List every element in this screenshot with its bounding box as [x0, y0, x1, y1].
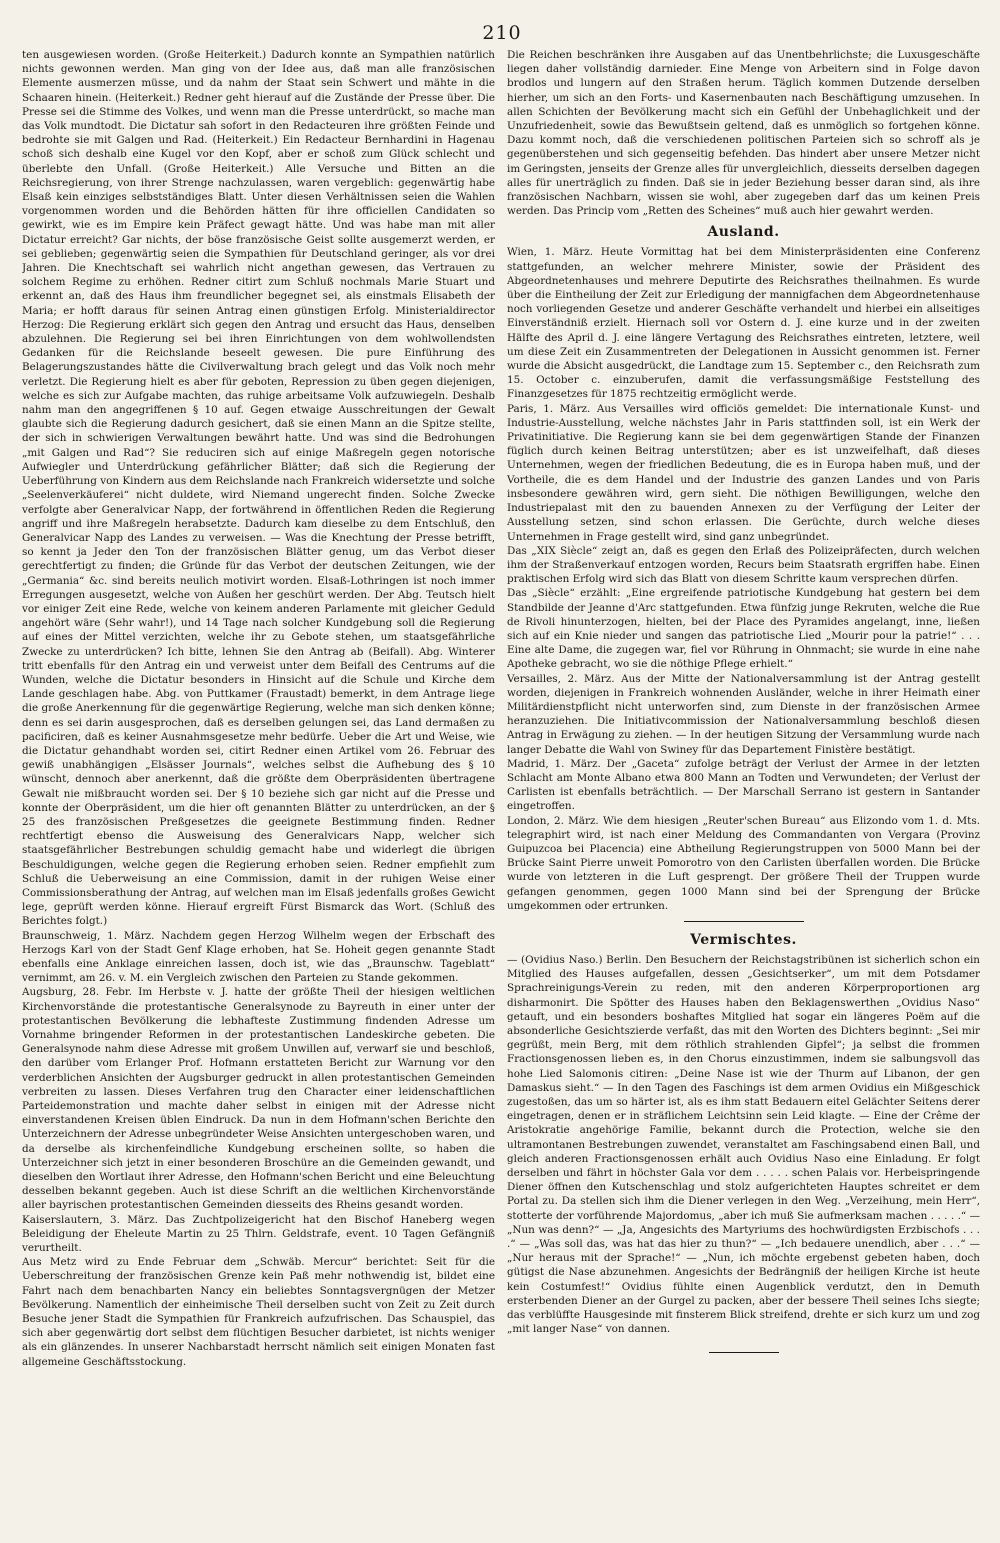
article-paragraph: Braunschweig, 1. März. Nachdem gegen Herzog Wilhelm wegen der Erbschaft des Herzogs Karl von der Stadt Genf Klage erhoben, hat Se. Hoheit gegen genannte Stadt ebenfalls eine Anklage einreichen lassen, doch ist, wie das „Braunschw. Tageblatt“ vernimmt, am 26. v. M. ein Vergleich zwischen den Parteien zu Stande gekommen. — [22, 929, 495, 985]
news-item: Madrid, 1. März. Der „Gaceta“ zufolge beträgt der Verlust der Armee in der letzten Schlacht am Monte Albano etwa 800 Mann an Todten und Verwundeten; der Verlust der Carlisten ist ebenfalls beträchtlich. — Der Marschall Serrano ist gestern in Santander eingetroffen. — [507, 757, 980, 813]
news-item: Paris, 1. März. Aus Versailles wird officiös gemeldet: Die internationale Kunst- und Industrie-Ausstellung, welche nächstes Jahr in Paris stattfinden soll, ist ein Werk der Privatinitiative. Die Regierung kann sie bei dem gegenwärtigen Stande der Finanzen füglich durch keinen Beitrag unterstützen; aber es ist unzweifelhaft, daß dieses Unternehmen, wegen der friedlichen Bedeutung, die es in Europa haben muß, und der Vortheile, die es dem Handel und der Industrie des ganzen Landes und von Paris insbesondere gewähren wird, gern sieht. Die nöthigen Bewilligungen, welche den Industriepalast mit den zu bauenden Annexen zu der Verfügung der Leiter der Ausstellung setzen, sind schon erlassen. Die Gerüchte, durch welche dieses Unternehmen in Frage gestellt wird, sind ganz unbegründet. — [507, 402, 980, 543]
news-item: Das „XIX Siècle“ zeigt an, daß es gegen den Erlaß des Polizeipräfecten, durch welchen ihm der Straßenverkauf entzogen worden, Recurs beim Staatsrath ergriffen habe. Einen praktischen Erfolg wird sich das Blatt von diesem Schritte kaum versprechen dürfen. — [507, 544, 980, 586]
columns — [22, 48, 982, 1543]
article-paragraph: ten ausgewiesen worden. (Große Heiterkeit.) Dadurch konnte an Sympathien natürlich nichts gewonnen werden. Man ging von der Idee aus, daß man alle französischen Elemente ausmerzen müsse, und da nahm der Staat sein Schwert und mähte in die Schaaren hinein. (Heiterkeit.) Redner geht hierauf auf die Zustände der Presse über. Die Presse sei die Stimme des Volkes, und wenn man die Presse unterdrückt, so mache man das Volk mundtodt. Die Dictatur sah sofort in den Redacteuren ihre größten Feinde und bedrohte sie mit Galgen und Rad. (Heiterkeit.) Ein Redacteur Bernhardini in Hagenau schoß sich deshalb eine Kugel vor den Kopf, aber er schoß zum Glück schlecht und überlebte den Unfall. (Große Heiterkeit.) Alle Versuche und Bitten an die Reichsregierung, von ihrer Strenge nachzulassen, waren vergeblich: gegenwärtig habe Elsaß kein einziges selbstständiges Blatt. Unter diesen Verhältnissen seien die Wahlen vorgenommen worden und die Behörden hätten für ihre officiellen Candidaten so gewirkt, wie es im Empire kein Präfect gewagt hätte. Und was habe man mit aller Dictatur erreicht? Gar nichts, der böse französische Geist sollte ausgemerzt werden, er sei geblieben; gegenwärtig seien die Sympathien für Deutschland geringer, als vor drei Jahren. Die Knechtschaft sei wahrlich nicht angethan gewesen, das Vertrauen zu solchem Regime zu erhöhen. Redner citirt zum Schluß nochmals Marie Stuart und erkennt an, daß des Haus ihm freundlicher begegnet sei, als einstmals Elisabeth der Maria; er hofft daraus für seinen Antrag einen günstigen Erfolg. Ministerialdirector Herzog: Die Regierung erklärt sich gegen den Antrag und ersucht das Haus, denselben abzulehnen. Die Regierung sei bei ihren Einrichtungen von dem wohlwollendsten Gedanken für die Reichslande beseelt gewesen. Die pure Einführung des Belagerungszustandes hätte die Civilverwaltung brach gelegt und das Volk noch mehr verletzt. Die Regierung hielt es aber für geboten, Repression zu üben gegen diejenigen, welche es sich zur Aufgabe machten, das ruhige arbeitsame Volk aufzuwiegeln. Deshalb nahm man den angegriffenen § 10 auf. Gegen etwaige Ausschreitungen der Gewalt glaubte sich die Regierung dadurch gesichert, daß sie einen Mann an die Spitze stellte, der sich in schwierigen Verwaltungen bewährt hatte. Und was sind die Bedrohungen „mit Galgen und Rad“? Sie reduciren sich auf einige Maßregeln gegen notorische Aufwiegler und Unterdrückung gefährlicher Blätter; daß sich die Regierung der Ueberführung von Kindern aus dem Reichslande nach Frankreich widersetzte und solche „Seelenverkäuferei“ nicht duldete, wird Niemand ungerecht finden. Solche Zwecke verfolgte aber Generalvicar Napp, der fortwährend in öffentlichen Reden die Regierung angriff und ihre Maßregeln herabsetzte. Dadurch kam dieselbe zu dem Entschluß, den Generalvicar Napp des Landes zu verweisen. — Was die Knechtung der Presse betrifft, so kennt ja Jeder den Ton der französischen Blätter genug, um das Verbot dieser gerechtfertigt zu finden; die Gründe für das Verbot der deutschen Zeitungen, wie der „Germania“ &c. sind bereits neulich motivirt worden. Elsaß-Lothringen ist noch immer Erregungen ausgesetzt, welche von Außen her geschürt werden. Der Abg. Teutsch hielt vor einiger Zeit eine Rede, welche von keinem anderen Parlamente mit gleicher Geduld angehört wäre (Sehr wahr!), und 14 Tage nach solcher Kundgebung soll die Regierung auf eines der Mittel verzichten, welche ihr zu Gebote stehen, um staatsgefährliche Zwecke zu unterdrücken? Ich bitte, lehnen Sie den Antrag ab (Beifall). Abg. Winterer tritt ebenfalls für den Antrag ein und verweist unter dem Beifall des Centrums auf die Wunden, welche die Dictatur besonders in Hinsicht auf die Schule und Kirche dem Lande geschlagen habe. Abg. von Puttkamer (Fraustadt) bemerkt, in dem Antrage liege die große Anerkennung für die gegenwärtige Regierung, welche man sich denken könne; denn es sei darin ausgesprochen, daß es derselben gelungen sei, das Land dermaßen zu pacificiren, daß es keiner Ausnahmsgesetze mehr bedürfe. Ueber die Art und Weise, wie die Dictatur gehandhabt worden sei, citirt Redner einen Artikel vom 26. Februar des gewiß unabhängigen „Elsässer Journals“, welches selbst die Aufhebung des § 10 wünscht, dennoch aber anerkennt, daß die größte dem Oberpräsidenten übertragene Gewalt nie mißbraucht worden sei. Der § 10 beziehe sich gar nicht auf die Presse und konnte der Oberpräsident, um die hier oft genannten Blätter zu unterdrücken, an der § 25 des französischen Preßgesetzes die geeignete Bestimmung finden. Redner rechtfertigt ebenso die Ausweisung des Generalvicars Napp, welcher sich staatsgefährlicher Bestrebungen schuldig gemacht habe und widerlegt die übrigen Beschuldigungen, welche gegen die Regierung erhoben seien. Redner empfiehlt zum Schluß die Ueberweisung an eine Commission, damit in der ruhigen Weise einer Commissionsberathung der Antrag, auf welchen man im Elsaß jedenfalls großes Gewicht lege, geprüft werden könne. Hierauf ergreift Fürst Bismarck das Wort. (Schluß des Berichtes folgt.) — [22, 49, 495, 928]
news-item: Wien, 1. März. Heute Vormittag hat bei dem Ministerpräsidenten eine Conferenz stattgefunden, an welcher mehrere Minister, sowie der Präsident des Abgeordnetenhauses und mehrere Deputirte des Reichsrathes theilnahmen. Es wurde über die Eintheilung der Zeit zur Erledigung der mannigfachen dem Abgeordnetenhause noch vorliegenden Gesetze und anderer Geschäfte verhandelt und hierbei ein allseitiges Einverständniß erzielt. Hiernach soll vor Ostern d. J. eine kurze und in der zweiten Hälfte des April d. J. eine längere Vertagung des Reichsrathes eintreten, letztere, weil um diese Zeit ein Zusammentreten der Delegationen in Aussicht genommen ist. Ferner wurde die Absicht ausgedrückt, die Landtage zum 15. September c., den Reichsrath zum 15. October c. einzuberufen, damit die verfassungsmäßige Feststellung des Finanzgesetzes für 1875 rechtzeitig ermöglicht werde. — [507, 246, 980, 401]
article-paragraph: Augsburg, 28. Febr. Im Herbste v. J. hatte der größte Theil der hiesigen weltlichen Kirchenvorstände die protestantische Generalsynode zu Bayreuth in einer unter der protestantischen Bevölkerung die lebhafteste Zustimmung findenden Adresse um Vornahme bringender Reformen in der protestantischen Landeskirche gebeten. Die Generalsynode nahm diese Adresse mit großem Unwillen auf, verwarf sie und beschloß, den darüber vom Erlanger Prof. Hofmann erstatteten Bericht zur Warnung vor den verderblichen Ansichten der Augsburger gedruckt in allen protestantischen Gemeinden verbreiten zu lassen. Dieses Verfahren trug den Character einer leidenschaftlichen Parteidemonstration und machte daher selbst in einigen mit der Adresse nicht einverstandenen Kreisen üblen Eindruck. Da nun in dem Hofmann'schen Berichte den Unterzeichnern der Adresse unbegründeter Weise Ansichten untergeschoben waren, und da derselbe als kirchenfeindliche Kundgebung erscheinen sollte, so haben die Unterzeichner sich jetzt in einer besonderen Broschüre an die Gemeinden gewandt, und dieselben den Wortlaut ihrer Adresse, den Hofmann'schen Bericht und eine Beleuchtung desselben bekannt gegeben. Auch ist diese Schrift an die weltlichen Kirchenvorstände aller bayrischen protestantischen Gemeinden diesseits des Rheins gesandt worden. — [22, 986, 495, 1212]
left-column — [22, 48, 495, 1543]
article-paragraph: Die Reichen beschränken ihre Ausgaben auf das Unentbehrlichste; die Luxusgeschäfte liegen daher vollständig darnieder. Eine Menge von Arbeitern sind in Folge davon brodlos und lungern auf den Straßen herum. Täglich kommen Dutzende derselben hierher, um sich an den Forts- und Kasernenbauten nach Beschäftigung umzusehen. In allen Schichten der Bevölkerung macht sich ein Gefühl der Unbehaglichkeit und der Unzufriedenheit, sowie das Bewußtsein geltend, daß es unmöglich so fortgehen könne. Dazu kommt noch, daß die verschiedenen politischen Parteien sich so schroff als je gegenüberstehen und sich gegenseitig befehden. Das hindert aber unsere Metzer nicht im Geringsten, jenseits der Grenze alles für unvergleichlich, diesseits derselben dagegen alles für unerträglich zu finden. Daß sie in jeder Beziehung besser daran sind, als ihre französischen Nachbarn, wissen sie wohl, aber zugegeben darf das um keinen Preis werden. Das Princip vom „Retten des Scheines“ muß auch hier gewahrt werden. — [507, 49, 980, 218]
right-column — [507, 48, 980, 1543]
article-paragraph: Kaiserslautern, 3. März. Das Zuchtpolizeigericht hat den Bischof Haneberg wegen Beleidigung der Eheleute Martin zu 25 Thlrn. Geldstrafe, event. 10 Tagen Gefängniß verurtheilt. — [22, 1213, 495, 1255]
news-item: London, 2. März. Wie dem hiesigen „Reuter'schen Bureau“ aus Elizondo vom 1. d. Mts. telegraphirt wird, ist nach einer Meldung des Commandanten von Vergara (Provinz Guipuzcoa bei Placencia) eine Abtheilung Regierungstruppen von 5000 Mann bei der Brücke Saint Pierre unweit Pomorotro von den Carlisten überfallen worden. Die Brücke wurde von letzteren in die Luft gesprengt. Der größere Theil der Truppen wurde gefangen genommen, gegen 1000 Mann sind bei der Sprengung der Brücke umgekommen oder ertrunken. — [507, 814, 980, 912]
end-divider — [709, 1352, 779, 1353]
article-paragraph: Aus Metz wird zu Ende Februar dem „Schwäb. Mercur“ berichtet: Seit für die Ueberschreitung der französischen Grenze kein Paß mehr nothwendig ist, bildet eine Fahrt nach dem benachbarten Nancy ein beliebtes Sonntagsvergnügen der Metzer Bevölkerung. Namentlich der einheimische Theil derselben sucht von Zeit zu Zeit durch Besuche jener Stadt die Sympathien für Frankreich aufzufrischen. Das Schauspiel, das sich aber gegenwärtig dort selbst dem flüchtigen Besucher darbietet, ist nichts weniger als ein glänzendes. In unserer Nachbarstadt herrscht nämlich seit einigen Monaten fast allgemeine Geschäftsstockung. — [22, 1256, 495, 1368]
section-divider — [684, 921, 804, 922]
news-item: Versailles, 2. März. Aus der Mitte der Nationalversammlung ist der Antrag gestellt worden, diejenigen in Frankreich wohnenden Ausländer, welche in ihrer Heimath einer Militärdienstpflicht nicht unterworfen sind, zum Dienste in der französischen Armee heranzuziehen. Die Initiativcommission der Nationalversammlung beschloß diesen Antrag in Erwägung zu ziehen. — In der heutigen Sitzung der Versammlung wurde nach langer Debatte die Wahl von Swiney für das Departement Finistère bestätigt. — [507, 672, 980, 756]
page-number: 210 — [482, 22, 522, 44]
news-item: Das „Siècle“ erzählt: „Eine ergreifende patriotische Kundgebung hat gestern bei dem Standbilde der Jeanne d'Arc stattgefunden. Etwa fünfzig junge Rekruten, welche die Rue de Rivoli hinunterzogen, hielten, bei der Place des Pyramides angelangt, inne, ließen sich auf ein Knie nieder und sangen das patriotische Lied „Mourir pour la patrie!“ . . . Eine alte Dame, die zugegen war, fiel vor Rührung in Ohnmacht; sie wurde in eine nahe Apotheke gebracht, wo sie die nöthige Pflege erhielt.“ — [507, 587, 980, 671]
section-heading-ausland: Ausland. — [707, 224, 780, 241]
section-heading-vermischtes: Vermischtes. — [690, 931, 797, 948]
news-item: — (Ovidius Naso.) Berlin. Den Besuchern der Reichstagstribünen ist sicherlich schon ein Mitglied des Hauses aufgefallen, dessen „Gesichtserker“, um mit dem Potsdamer Sprachreinigungs-Verein zu reden, mit den anderen Körperproportionen arg disharmonirt. Die Spötter des Hauses haben den Beklagenswerthen „Ovidius Naso“ getauft, und ein besonders boshaftes Mitglied hat sogar ein längeres Poëm auf die absonderliche Gesichtszierde verfaßt, das mit den Worten des Dichters beginnt: „Sei mir gegrüßt, mein Berg, mit dem röthlich strahlenden Gipfel“; ja selbst die frommen Fractionsgenossen lieben es, in den Chorus einzustimmen, indem sie salbungsvoll das hohe Lied Salomonis citiren: „Deine Nase ist wie der Thurm auf Libanon, der gen Damaskus sieht.“ — In den Tagen des Faschings ist dem armen Ovidius ein Mißgeschick zugestoßen, das um so härter ist, als es ihm statt Bedauern eitel Gelächter Seitens derer eingetragen, denen er in sträflichem Leichtsinn sein Leid klagte. — Eine der Crême der Aristokratie angehörige Familie, bekannt durch die Protection, welche sie den ultramontanen Bestrebungen zuwendet, veranstaltet am Faschingsabend einen Ball, und gleich anderen Fractionsgenossen erhält auch Ovidius Naso eine Einladung. Er folgt derselben und fährt in höchster Gala vor dem . . . . . schen Palais vor. Herbeispringende Diener öffnen den Kutschenschlag und stolz aufgerichteten Hauptes schreitet er dem Portal zu. Da stellen sich ihm die Diener verlegen in den Weg. „Verzeihung, mein Herr“, stotterte der vorführende Majordomus, „aber ich muß Sie aufmerksam machen . . . . .“ — „Nun was denn?“ — „Ja, Angesichts des Martyriums des hochwürdigsten Erzbischofs . . . .“ — „Was soll das, was hat das hier zu thun?“ — „Ich bedauere unendlich, aber . . .“ — „Nur heraus mit der Sprache!“ — „Nun, ich möchte ergebenst gebeten haben, doch gütigst die Nase abzunehmen. Angesichts der Bedrängniß der heiligen Kirche ist heute kein Costumfest!“ Ovidius fühlte einen Augenblick verdutzt, den in Demuth ersterbenden Diener an der Gurgel zu packen, aber der bessere Theil seines Ichs siegte; das verblüffte Hausgesinde mit finsterem Blick streifend, drehte er sich kurz um und zog „mit langer Nase“ von dannen. — [507, 953, 980, 1336]
